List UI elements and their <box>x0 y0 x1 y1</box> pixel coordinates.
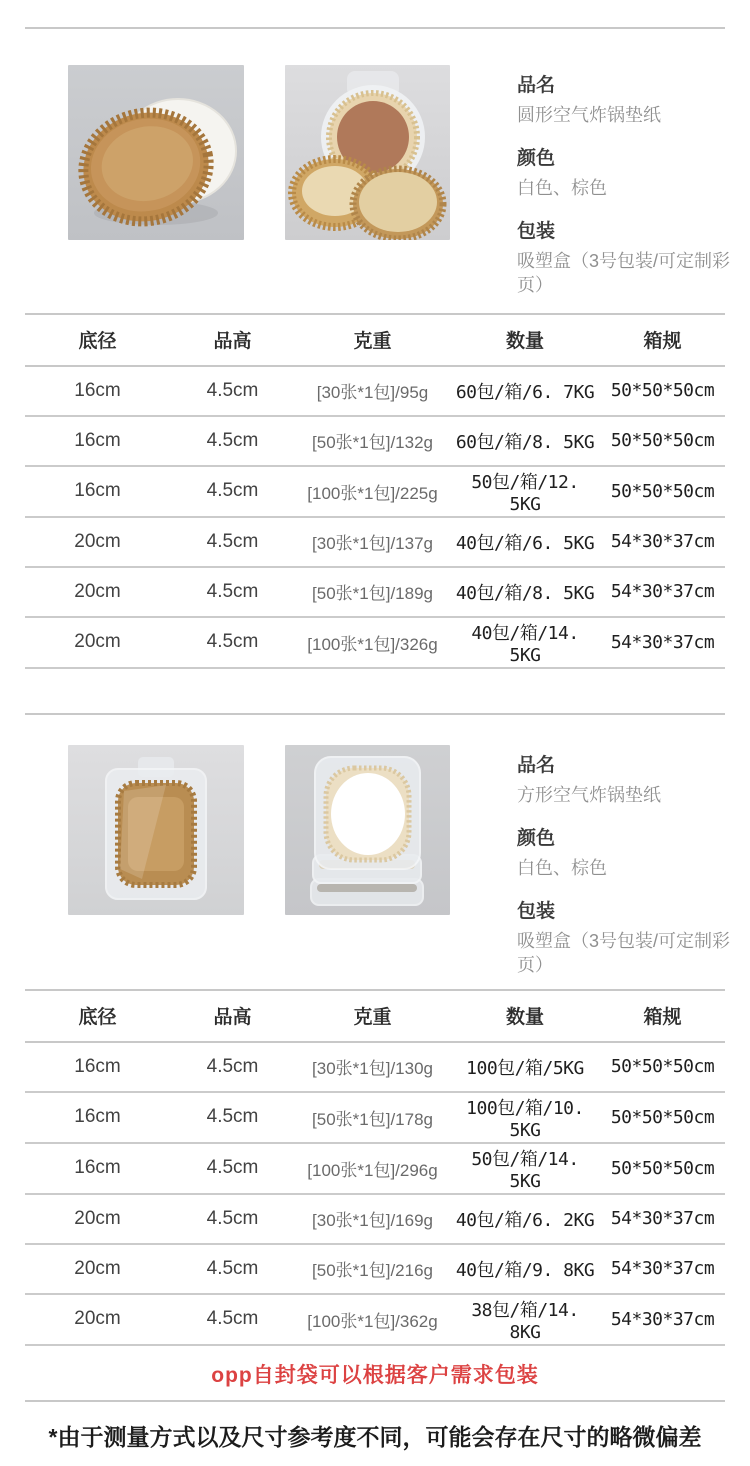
square-liner-blister-box-photo <box>68 745 244 915</box>
cell-quantity: 60包/箱/8. 5KG <box>450 416 600 466</box>
cell-weight: [30张*1包]/95g <box>295 366 450 416</box>
cell-quantity: 38包/箱/14. 8KG <box>450 1294 600 1345</box>
column-header-diameter: 底径 <box>25 991 170 1042</box>
cell-quantity: 40包/箱/8. 5KG <box>450 567 600 617</box>
opp-packaging-note: opp自封袋可以根据客户需求包装 <box>211 1363 539 1387</box>
info-value-name: 圆形空气炸锅垫纸 <box>517 104 661 125</box>
info-value-packaging: 吸塑盒（3号包装/可定制彩页） <box>517 251 731 295</box>
cell-carton-size: 50*50*50cm <box>600 366 725 416</box>
cell-quantity: 50包/箱/14. 5KG <box>450 1143 600 1194</box>
table-row <box>25 366 725 416</box>
cell-quantity: 40包/箱/14. 5KG <box>450 617 600 668</box>
cell-weight: [50张*1包]/216g <box>295 1244 450 1294</box>
info-label-name: 品名 <box>517 754 556 776</box>
cell-height: 4.5cm <box>170 567 295 617</box>
column-header-quantity: 数量 <box>450 315 600 366</box>
cell-quantity: 40包/箱/6. 2KG <box>450 1194 600 1244</box>
table-row <box>25 1042 725 1092</box>
size-disclaimer: *由于测量方式以及尺寸参考度不同，可能会存在尺寸的略微偏差 <box>48 1423 702 1450</box>
info-group-packaging <box>517 901 750 977</box>
cell-quantity: 50包/箱/12. 5KG <box>450 466 600 517</box>
round-liner-section <box>0 29 750 313</box>
cell-height: 4.5cm <box>170 517 295 567</box>
cell-height: 4.5cm <box>170 416 295 466</box>
info-group-packaging <box>517 221 750 297</box>
info-value-name: 方形空气炸锅垫纸 <box>517 784 661 805</box>
cell-weight: [50张*1包]/189g <box>295 567 450 617</box>
info-value-color: 白色、棕色 <box>517 857 607 878</box>
column-header-diameter: 底径 <box>25 315 170 366</box>
cell-quantity: 60包/箱/6. 7KG <box>450 366 600 416</box>
column-header-height: 品高 <box>170 991 295 1042</box>
square-liner-section <box>0 715 750 989</box>
cell-diameter: 20cm <box>25 567 170 617</box>
cell-height: 4.5cm <box>170 1244 295 1294</box>
column-header-carton-size: 箱规 <box>600 315 725 366</box>
cell-quantity: 100包/箱/5KG <box>450 1042 600 1092</box>
info-group-color <box>517 148 750 200</box>
table-row <box>25 1244 725 1294</box>
column-header-carton-size: 箱规 <box>600 991 725 1042</box>
cell-diameter: 20cm <box>25 617 170 668</box>
table-row <box>25 517 725 567</box>
cell-height: 4.5cm <box>170 1143 295 1194</box>
cell-diameter: 16cm <box>25 416 170 466</box>
cell-weight: [30张*1包]/137g <box>295 517 450 567</box>
cell-weight: [100张*1包]/296g <box>295 1143 450 1194</box>
table-row <box>25 1194 725 1244</box>
cell-carton-size: 54*30*37cm <box>600 1244 725 1294</box>
cell-diameter: 16cm <box>25 466 170 517</box>
info-group-name <box>517 75 750 127</box>
cell-weight: [100张*1包]/362g <box>295 1294 450 1345</box>
cell-diameter: 16cm <box>25 1042 170 1092</box>
round-liner-spec-table <box>25 315 725 669</box>
cell-carton-size: 50*50*50cm <box>600 416 725 466</box>
square-liner-blister-stack-photo <box>285 745 450 915</box>
cell-height: 4.5cm <box>170 466 295 517</box>
cell-carton-size: 54*30*37cm <box>600 517 725 567</box>
info-label-color: 颜色 <box>517 148 556 170</box>
cell-diameter: 16cm <box>25 1143 170 1194</box>
square-liner-spec-table <box>25 991 725 1346</box>
table-row <box>25 617 725 668</box>
cell-weight: [100张*1包]/225g <box>295 466 450 517</box>
column-header-quantity: 数量 <box>450 991 600 1042</box>
cell-height: 4.5cm <box>170 1042 295 1092</box>
square-liner-info <box>517 745 750 977</box>
cell-height: 4.5cm <box>170 617 295 668</box>
cell-carton-size: 54*30*37cm <box>600 567 725 617</box>
round-liner-blister-pack-photo <box>285 65 450 240</box>
table-row <box>25 466 725 517</box>
section-gap <box>0 669 750 713</box>
cell-weight: [50张*1包]/132g <box>295 416 450 466</box>
cell-weight: [50张*1包]/178g <box>295 1092 450 1143</box>
round-liner-info <box>517 65 750 297</box>
table-header-row <box>25 315 725 366</box>
info-group-color <box>517 828 750 880</box>
cell-diameter: 20cm <box>25 1244 170 1294</box>
table-row <box>25 1092 725 1143</box>
table-row <box>25 1294 725 1345</box>
round-liner-brown-white-photo <box>68 65 244 240</box>
cell-carton-size: 50*50*50cm <box>600 1042 725 1092</box>
square-liner-stack-graphic <box>285 745 450 915</box>
round-liner-photo-graphic <box>68 65 244 240</box>
info-label-packaging: 包装 <box>517 221 556 243</box>
cell-carton-size: 50*50*50cm <box>600 1143 725 1194</box>
cell-diameter: 20cm <box>25 1294 170 1345</box>
column-header-height: 品高 <box>170 315 295 366</box>
cell-height: 4.5cm <box>170 1294 295 1345</box>
table-row <box>25 1143 725 1194</box>
table-header-row <box>25 991 725 1042</box>
cell-quantity: 40包/箱/9. 8KG <box>450 1244 600 1294</box>
cell-quantity: 100包/箱/10. 5KG <box>450 1092 600 1143</box>
cell-diameter: 16cm <box>25 366 170 416</box>
column-header-weight: 克重 <box>295 315 450 366</box>
cell-diameter: 16cm <box>25 1092 170 1143</box>
column-header-weight: 克重 <box>295 991 450 1042</box>
cell-carton-size: 54*30*37cm <box>600 1194 725 1244</box>
cell-carton-size: 50*50*50cm <box>600 466 725 517</box>
cell-height: 4.5cm <box>170 366 295 416</box>
round-liner-blister-graphic <box>285 65 450 240</box>
table-row <box>25 416 725 466</box>
cell-weight: [30张*1包]/169g <box>295 1194 450 1244</box>
info-label-name: 品名 <box>517 75 556 96</box>
info-value-packaging: 吸塑盒（3号包装/可定制彩页） <box>517 931 731 975</box>
info-label-packaging: 包装 <box>517 901 556 923</box>
info-value-color: 白色、棕色 <box>517 177 607 198</box>
info-group-name <box>517 755 750 807</box>
cell-height: 4.5cm <box>170 1092 295 1143</box>
cell-height: 4.5cm <box>170 1194 295 1244</box>
cell-diameter: 20cm <box>25 1194 170 1244</box>
cell-carton-size: 54*30*37cm <box>600 1294 725 1345</box>
table-row <box>25 567 725 617</box>
square-liner-photo-graphic <box>68 745 244 915</box>
cell-quantity: 40包/箱/6. 5KG <box>450 517 600 567</box>
cell-weight: [30张*1包]/130g <box>295 1042 450 1092</box>
cell-carton-size: 54*30*37cm <box>600 617 725 668</box>
cell-carton-size: 50*50*50cm <box>600 1092 725 1143</box>
cell-weight: [100张*1包]/326g <box>295 617 450 668</box>
cell-diameter: 20cm <box>25 517 170 567</box>
info-label-color: 颜色 <box>517 828 556 850</box>
